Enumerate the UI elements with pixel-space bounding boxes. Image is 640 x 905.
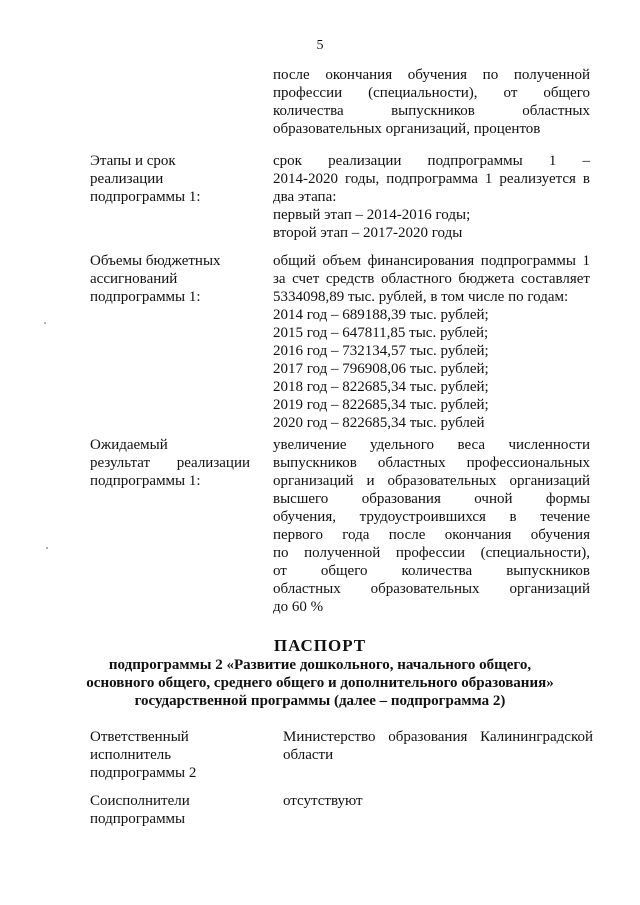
value-line: организаций и образовательных организаций — [273, 473, 590, 489]
result-label — [90, 436, 250, 490]
label-line: реализации — [90, 171, 164, 187]
budget-year-line: 2018 год – 822685,34 тыс. рублей; — [273, 379, 489, 395]
value-line: отсутствуют — [283, 793, 363, 809]
value-line: выпускников областных профессиональных — [273, 455, 590, 471]
value-line: области — [283, 747, 334, 763]
continuation-line: количества выпускников областных — [273, 103, 590, 119]
value-line: от общего количества выпускников — [273, 563, 590, 579]
value-line: срок реализации подпрограммы 1 – — [273, 153, 590, 169]
value-line: обучения, трудоустроившихся в течение — [273, 509, 590, 525]
value-line: областных образовательных организаций — [273, 581, 590, 597]
passport-subtitle — [0, 656, 640, 710]
budget-year-line: 2015 год – 647811,85 тыс. рублей; — [273, 325, 489, 341]
label-line: Объемы бюджетных — [90, 253, 221, 269]
value-line: высшего образования очной формы — [273, 491, 590, 507]
coexecutors-label — [90, 792, 260, 828]
label-line: результат реализации — [90, 455, 250, 471]
value-line: Министерство образования Калининградской — [283, 729, 593, 745]
value-line: за счет средств областного бюджета составляет — [273, 271, 590, 287]
continuation-line: профессии (специальности), от общего — [273, 85, 590, 101]
value-line: первый этап – 2014-2016 годы; — [273, 207, 471, 223]
stages-value — [273, 152, 590, 242]
subtitle-line: государственной программы (далее – подпрограмма 2) — [134, 693, 506, 709]
label-line: подпрограммы 1: — [90, 189, 201, 205]
label-line: ассигнований — [90, 271, 178, 287]
budget-year-line: 2014 год – 689188,39 тыс. рублей; — [273, 307, 489, 323]
continuation-line: образовательных организаций, процентов — [273, 121, 541, 137]
value-line: увеличение удельного веса численности — [273, 437, 590, 453]
budget-year-line: 2017 год – 796908,06 тыс. рублей; — [273, 361, 489, 377]
responsible-value — [283, 728, 593, 764]
label-line: Соисполнители — [90, 793, 190, 809]
label-line: подпрограммы 1: — [90, 473, 201, 489]
stages-label — [90, 152, 250, 206]
label-line: Ожидаемый — [90, 437, 168, 453]
subtitle-line: подпрограммы 2 «Развитие дошкольного, начального общего, — [108, 657, 532, 673]
scan-speck — [46, 547, 48, 549]
value-line: до 60 % — [273, 599, 324, 615]
value-line: два этапа: — [273, 189, 337, 205]
budget-year-line: 2019 год – 822685,34 тыс. рублей; — [273, 397, 489, 413]
budget-year-line: 2016 год – 732134,57 тыс. рублей; — [273, 343, 489, 359]
continuation-line: после окончания обучения по полученной — [273, 67, 590, 83]
scan-speck — [44, 322, 46, 324]
responsible-label — [90, 728, 260, 782]
budget-value — [273, 252, 590, 432]
label-line: Этапы и срок — [90, 153, 176, 169]
value-line: 2014-2020 годы, подпрограмма 1 реализуется в — [273, 171, 590, 187]
value-line: общий объем финансирования подпрограммы 1 — [273, 253, 590, 269]
value-line: по полученной профессии (специальности), — [273, 545, 590, 561]
passport-heading: ПАСПОРТ — [273, 636, 367, 655]
subtitle-line: основного общего, среднего общего и дополнительного образования» — [86, 675, 554, 691]
top-continuation — [273, 66, 590, 138]
coexecutors-value — [283, 792, 593, 810]
value-line: 5334098,89 тыс. рублей, в том числе по годам: — [273, 289, 569, 305]
value-line: второй этап – 2017-2020 годы — [273, 225, 463, 241]
page-number: 5 — [316, 38, 324, 53]
label-line: исполнитель — [90, 747, 172, 763]
label-line: Ответственный — [90, 729, 189, 745]
label-line: подпрограммы 1: — [90, 289, 201, 305]
value-line: первого года после окончания обучения — [273, 527, 590, 543]
budget-year-line: 2020 год – 822685,34 тыс. рублей — [273, 415, 485, 431]
label-line: подпрограммы — [90, 811, 186, 827]
label-line: подпрограммы 2 — [90, 765, 197, 781]
budget-label — [90, 252, 250, 306]
result-value — [273, 436, 590, 616]
